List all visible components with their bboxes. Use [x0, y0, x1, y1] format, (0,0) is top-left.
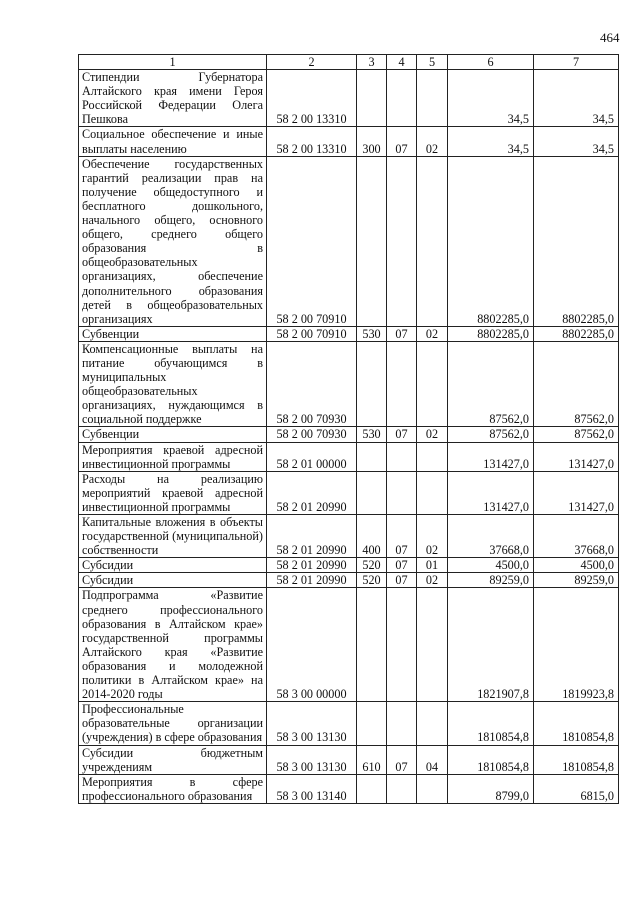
section-cell — [387, 156, 417, 326]
program-code-cell: 58 2 00 70930 — [267, 427, 357, 442]
item-name-cell: Субсидии — [79, 558, 267, 573]
table-row — [79, 156, 619, 326]
expense-type-cell — [357, 702, 387, 745]
amount-year1-cell: 1821907,8 — [448, 588, 534, 702]
subsection-cell — [417, 70, 448, 127]
subsection-cell — [417, 442, 448, 471]
table-row — [79, 341, 619, 427]
expense-type-cell — [357, 341, 387, 427]
table-row — [79, 471, 619, 514]
amount-year2-cell: 1810854,8 — [534, 702, 619, 745]
budget-table — [78, 54, 619, 804]
amount-year2-cell: 34,5 — [534, 70, 619, 127]
subsection-cell: 02 — [417, 515, 448, 558]
header-cell: 3 — [357, 55, 387, 70]
section-cell — [387, 442, 417, 471]
item-name-cell: Профессиональные образовательные организации (учреждения) в сфере образования — [79, 702, 267, 745]
amount-year2-cell: 37668,0 — [534, 515, 619, 558]
table-header-row — [79, 55, 619, 70]
section-cell: 07 — [387, 745, 417, 774]
expense-type-cell: 520 — [357, 573, 387, 588]
amount-year1-cell: 131427,0 — [448, 442, 534, 471]
expense-type-cell — [357, 70, 387, 127]
expense-type-cell — [357, 588, 387, 702]
amount-year2-cell: 87562,0 — [534, 341, 619, 427]
header-cell: 6 — [448, 55, 534, 70]
section-cell: 07 — [387, 573, 417, 588]
program-code-cell: 58 2 00 13310 — [267, 70, 357, 127]
amount-year1-cell: 8802285,0 — [448, 156, 534, 326]
subsection-cell: 02 — [417, 573, 448, 588]
item-name-cell: Субсидии бюджетным учреждениям — [79, 745, 267, 774]
subsection-cell: 02 — [417, 127, 448, 156]
subsection-cell: 02 — [417, 427, 448, 442]
program-code-cell: 58 3 00 00000 — [267, 588, 357, 702]
program-code-cell: 58 3 00 13130 — [267, 702, 357, 745]
expense-type-cell: 530 — [357, 427, 387, 442]
program-code-cell: 58 2 01 20990 — [267, 471, 357, 514]
amount-year1-cell: 34,5 — [448, 127, 534, 156]
subsection-cell: 01 — [417, 558, 448, 573]
section-cell — [387, 70, 417, 127]
table-row — [79, 745, 619, 774]
item-name-cell: Субвенции — [79, 427, 267, 442]
header-cell: 5 — [417, 55, 448, 70]
subsection-cell: 04 — [417, 745, 448, 774]
expense-type-cell — [357, 156, 387, 326]
item-name-cell: Обеспечение государственных гарантий реализации прав на получение общедоступного и бесплатного дошкольного, начального общего, основного общего, среднего общего образования в общеобразовательных организациях, обеспечение дополнительного образования детей в общеобразовательных организациях — [79, 156, 267, 326]
subsection-cell — [417, 156, 448, 326]
amount-year1-cell: 1810854,8 — [448, 745, 534, 774]
section-cell — [387, 341, 417, 427]
page-number: 464 — [600, 30, 620, 45]
program-code-cell: 58 2 01 20990 — [267, 573, 357, 588]
subsection-cell — [417, 774, 448, 803]
item-name-cell: Социальное обеспечение и иные выплаты населению — [79, 127, 267, 156]
subsection-cell — [417, 588, 448, 702]
amount-year2-cell: 1810854,8 — [534, 745, 619, 774]
table-row — [79, 70, 619, 127]
subsection-cell — [417, 702, 448, 745]
item-name-cell: Подпрограмма «Развитие среднего профессионального образования в Алтайском крае» государственной программы Алтайского края «Развитие образования и молодежной политики в Алтайском крае» на 2014-2020 годы — [79, 588, 267, 702]
expense-type-cell — [357, 442, 387, 471]
table-row — [79, 588, 619, 702]
section-cell — [387, 588, 417, 702]
program-code-cell: 58 2 00 70930 — [267, 341, 357, 427]
subsection-cell — [417, 341, 448, 427]
amount-year2-cell: 8802285,0 — [534, 326, 619, 341]
amount-year1-cell: 87562,0 — [448, 341, 534, 427]
program-code-cell: 58 3 00 13140 — [267, 774, 357, 803]
table-row — [79, 558, 619, 573]
amount-year2-cell: 87562,0 — [534, 427, 619, 442]
section-cell — [387, 471, 417, 514]
expense-type-cell — [357, 774, 387, 803]
subsection-cell: 02 — [417, 326, 448, 341]
section-cell: 07 — [387, 515, 417, 558]
expense-type-cell — [357, 471, 387, 514]
section-cell: 07 — [387, 558, 417, 573]
section-cell: 07 — [387, 127, 417, 156]
item-name-cell: Субсидии — [79, 573, 267, 588]
table-row — [79, 127, 619, 156]
amount-year2-cell: 89259,0 — [534, 573, 619, 588]
amount-year1-cell: 1810854,8 — [448, 702, 534, 745]
expense-type-cell: 530 — [357, 326, 387, 341]
amount-year1-cell: 89259,0 — [448, 573, 534, 588]
program-code-cell: 58 2 01 00000 — [267, 442, 357, 471]
amount-year1-cell: 34,5 — [448, 70, 534, 127]
item-name-cell: Капитальные вложения в объекты государственной (муниципальной) собственности — [79, 515, 267, 558]
amount-year1-cell: 87562,0 — [448, 427, 534, 442]
amount-year2-cell: 131427,0 — [534, 471, 619, 514]
program-code-cell: 58 2 01 20990 — [267, 558, 357, 573]
header-cell: 4 — [387, 55, 417, 70]
expense-type-cell: 520 — [357, 558, 387, 573]
amount-year2-cell: 4500,0 — [534, 558, 619, 573]
amount-year1-cell: 8802285,0 — [448, 326, 534, 341]
section-cell — [387, 702, 417, 745]
table-row — [79, 326, 619, 341]
section-cell: 07 — [387, 326, 417, 341]
item-name-cell: Стипендии Губернатора Алтайского края имени Героя Российской Федерации Олега Пешкова — [79, 70, 267, 127]
program-code-cell: 58 2 00 70910 — [267, 156, 357, 326]
section-cell: 07 — [387, 427, 417, 442]
amount-year2-cell: 131427,0 — [534, 442, 619, 471]
subsection-cell — [417, 471, 448, 514]
expense-type-cell: 610 — [357, 745, 387, 774]
header-cell: 2 — [267, 55, 357, 70]
item-name-cell: Мероприятия краевой адресной инвестиционной программы — [79, 442, 267, 471]
item-name-cell: Компенсационные выплаты на питание обучающимся в муниципальных общеобразовательных организациях, нуждающимся в социальной поддержке — [79, 341, 267, 427]
program-code-cell: 58 2 00 70910 — [267, 326, 357, 341]
amount-year1-cell: 8799,0 — [448, 774, 534, 803]
amount-year2-cell: 34,5 — [534, 127, 619, 156]
table-row — [79, 702, 619, 745]
item-name-cell: Субвенции — [79, 326, 267, 341]
table-row — [79, 515, 619, 558]
table-row — [79, 427, 619, 442]
program-code-cell: 58 3 00 13130 — [267, 745, 357, 774]
amount-year2-cell: 6815,0 — [534, 774, 619, 803]
expense-type-cell: 300 — [357, 127, 387, 156]
amount-year1-cell: 131427,0 — [448, 471, 534, 514]
amount-year1-cell: 37668,0 — [448, 515, 534, 558]
amount-year2-cell: 1819923,8 — [534, 588, 619, 702]
table-row — [79, 573, 619, 588]
amount-year1-cell: 4500,0 — [448, 558, 534, 573]
header-cell: 7 — [534, 55, 619, 70]
amount-year2-cell: 8802285,0 — [534, 156, 619, 326]
program-code-cell: 58 2 01 20990 — [267, 515, 357, 558]
program-code-cell: 58 2 00 13310 — [267, 127, 357, 156]
item-name-cell: Расходы на реализацию мероприятий краевой адресной инвестиционной программы — [79, 471, 267, 514]
table-row — [79, 442, 619, 471]
section-cell — [387, 774, 417, 803]
expense-type-cell: 400 — [357, 515, 387, 558]
item-name-cell: Мероприятия в сфере профессионального образования — [79, 774, 267, 803]
header-cell: 1 — [79, 55, 267, 70]
table-row — [79, 774, 619, 803]
